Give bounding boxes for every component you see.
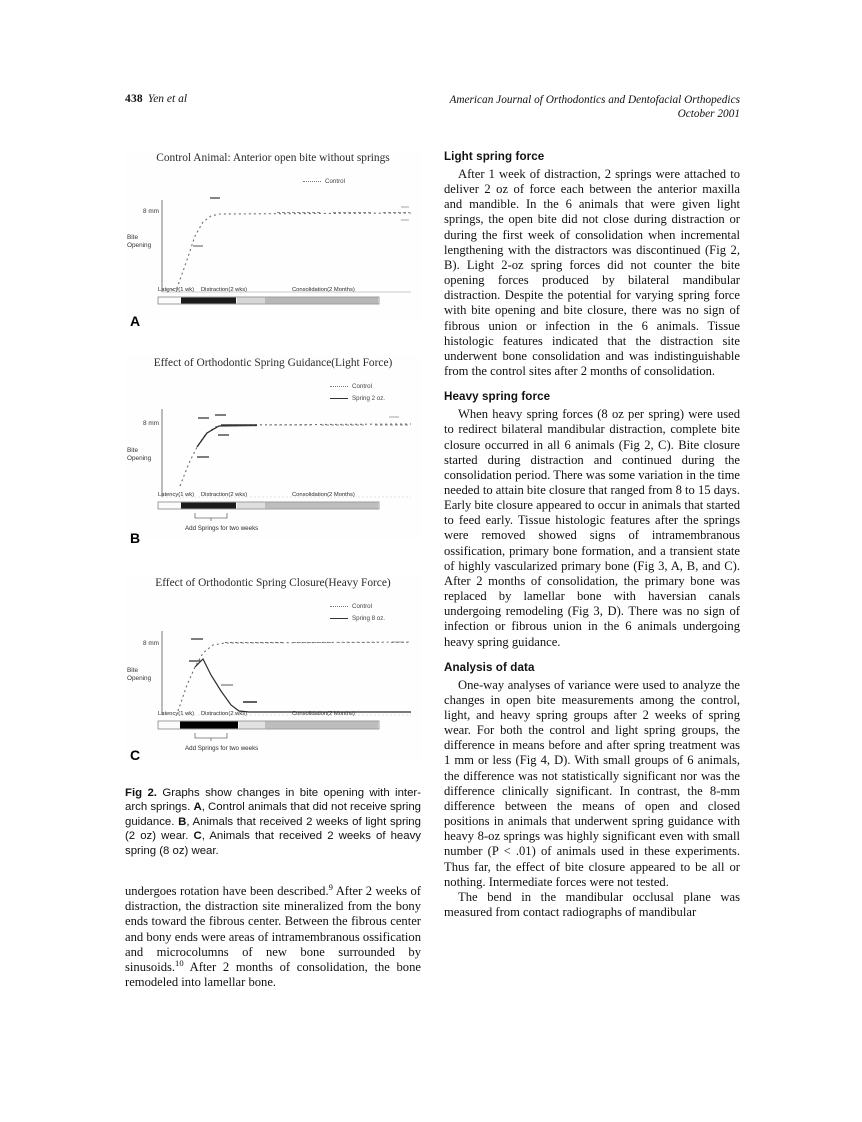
caption-letter-c: C: [193, 830, 202, 843]
timeline-label-latency-c: Latency(1 wk): [158, 711, 195, 717]
figure-panel-a: [125, 150, 421, 329]
figure-2: [125, 150, 421, 990]
chart-plot-a: [125, 150, 421, 320]
issue-date: October 2001: [677, 108, 740, 120]
timeline-label-latency-b: Latency(1 wk): [158, 492, 195, 498]
chart-title-a: Control Animal: Anterior open bite without springs: [156, 152, 390, 164]
section-heading-analysis-of-data: Analysis of data: [444, 660, 535, 674]
y-axis-label-line1: Bite: [127, 667, 139, 674]
section-heading-heavy-spring-force: Heavy spring force: [444, 390, 551, 404]
figure-panel-c: [125, 575, 421, 763]
chart-panel-a: [125, 150, 421, 320]
annotation-add-springs-b: Add Springs for two weeks: [185, 525, 259, 532]
timeline-label-distraction-c: Distraction(2 wks): [201, 711, 248, 717]
legend-label-control: Control: [325, 178, 345, 185]
y-axis-label-line2: Opening: [127, 674, 152, 682]
footnote-ref-10: 10: [175, 957, 184, 968]
timeline-label-consolidation-b: Consolidation(2 Months): [292, 492, 355, 498]
caption-text-a: , Control animals that did not receive spring guidance.: [125, 801, 421, 828]
y-axis-label-line2: Opening: [127, 241, 152, 249]
panel-letter-c: C: [130, 747, 141, 763]
chart-panel-c: [125, 575, 421, 760]
legend-label-control: Control: [352, 383, 372, 390]
legend-label-spring: Spring 8 oz.: [352, 615, 386, 622]
right-column: [444, 150, 740, 920]
y-tick-label-b: 8 mm: [143, 420, 159, 427]
timeline-label-consolidation-c: Consolidation(2 Months): [292, 711, 355, 717]
chart-plot-c: [125, 575, 421, 760]
timeline-label-latency-a: Latency(1 wk): [158, 287, 195, 293]
panel-letter-a: A: [130, 313, 141, 329]
legend-label-control: Control: [352, 603, 372, 610]
running-head-right: [449, 93, 740, 121]
panel-letter-b: B: [130, 530, 141, 546]
journal-title: American Journal of Orthodontics and Dentofacial Orthopedics: [449, 94, 740, 106]
caption-letter-b: B: [178, 815, 187, 828]
chart-plot-b: [125, 355, 421, 540]
caption-text-c: , Animals that received 2 weeks of heavy spring (8 oz) wear.: [125, 830, 421, 857]
chart-title-b: Effect of Orthodontic Spring Guidance(Light Force): [153, 357, 393, 369]
paragraph-part-3: After 2 months of consolidation, the bone remodeled into lamellar bone.: [125, 959, 421, 989]
figure-panel-b: [125, 355, 421, 546]
timeline-label-distraction-a: Distraction(2 wks): [201, 287, 248, 293]
caption-letter-a: A: [193, 801, 202, 814]
page-number: 438: [125, 93, 143, 105]
caption-text: Graphs show changes in bite opening with inter-arch springs.: [125, 787, 421, 814]
footnote-ref-9: 9: [328, 881, 333, 892]
y-axis-label-line1: Bite: [127, 234, 139, 241]
left-column-paragraph: [125, 881, 421, 990]
section-heading-light-spring-force: Light spring force: [444, 150, 545, 163]
caption-label: Fig 2.: [125, 787, 157, 799]
chart-title-c: Effect of Orthodontic Spring Closure(Heavy Force): [155, 577, 391, 589]
running-head-authors: Yen et al: [147, 93, 188, 105]
y-axis-label-line1: Bite: [127, 447, 139, 454]
y-tick-label-a: 8 mm: [143, 208, 159, 215]
caption-text-b: , Animals that received 2 weeks of light spring (2 oz) wear.: [125, 815, 421, 843]
paragraph-part-1: undergoes rotation have been described.: [125, 884, 329, 899]
section-paragraph-analysis-1: One-way analyses of variance were used to analyze the changes in open bite measurements among the control, light, and heavy spring groups after 2 weeks of spring wear. For both the control and light spring groups, the difference in means before and after spring treatment was 1 mm or less (Fig 4, D). With small groups of 6 animals, the difference was not statistically significant nor was the difference clinically significant. In contrast, the 8-mm difference between the means of open and closed positions in animals that underwent spring guidance with heavy 8-oz springs was highly significant even with small number (P < .01) of animals used in these experiments. Thus far, the effect of bite closure appeared to be all or nothing. Intermediate forces were not tested.: [444, 677, 740, 889]
legend-label-spring: Spring 2 oz.: [352, 395, 386, 402]
chart-panel-b: [125, 355, 421, 540]
y-tick-label-c: 8 mm: [143, 640, 159, 647]
annotation-add-springs-c: Add Springs for two weeks: [185, 745, 259, 752]
section-paragraph-analysis-2: The bend in the mandibular occlusal plane was measured from contact radiographs of mandibular: [444, 889, 740, 920]
section-paragraph-light-spring-force: After 1 week of distraction, 2 springs were attached to deliver 2 oz of force each between the anterior maxilla and mandible. In the 6 animals that were given light springs, the open bite did not close during distraction or during the first week of consolidation when incremental lengthening with the distractors was discontinued (Fig 2, B). Light 2-oz spring forces did not counter the bite opening forces produced by bilateral mandibular distraction. Despite the potential for varying spring force with bite opening and bite closure, there was no sign of fibrous union or infection in the 6 animals. Tissue histologic features indicated that the distraction site underwent bone consolidation and was indistinguishable from the control sites after 2 months of consolidation.: [444, 167, 740, 379]
timeline-label-distraction-b: Distraction(2 wks): [201, 492, 248, 498]
running-head-left: [125, 93, 187, 105]
running-head: [125, 93, 740, 127]
timeline-label-consolidation-a: Consolidation(2 Months): [292, 287, 355, 293]
left-column: [125, 150, 421, 990]
paragraph-part-2: After 2 weeks of distraction, the distraction site mineralized from the bony ends toward the fibrous center. Between the fibrous center and bony ends were areas of intramembranous ossification and microcolumns of new bone surrounded by sinusoids.: [125, 884, 421, 974]
y-axis-label-line2: Opening: [127, 454, 152, 462]
section-paragraph-heavy-spring-force: When heavy spring forces (8 oz per spring) were used to redirect bilateral mandibular distraction, complete bite closure occurred in all 6 animals (Fig 2, C). Bite closure started during distraction and continued during the consolidation period. There was some variation in the time needed to attain bite closure that ranged from 8 to 15 days. Early bite closure appeared to occur in animals that started to feed early. Tissue histologic features after the springs were removed showed signs of intramembranous ossification, primary bone formation, and a transient state of highly vascularized primary bone (Fig 3, A, B, and C). After 2 months of consolidation, the primary bone was replaced by lamellar bone with haversian canals undergoing remodeling (Fig 3, D). There was no sign of infection or fibrous union in the 6 animals undergoing heavy spring guidance.: [444, 407, 740, 649]
figure-caption: [125, 786, 421, 858]
